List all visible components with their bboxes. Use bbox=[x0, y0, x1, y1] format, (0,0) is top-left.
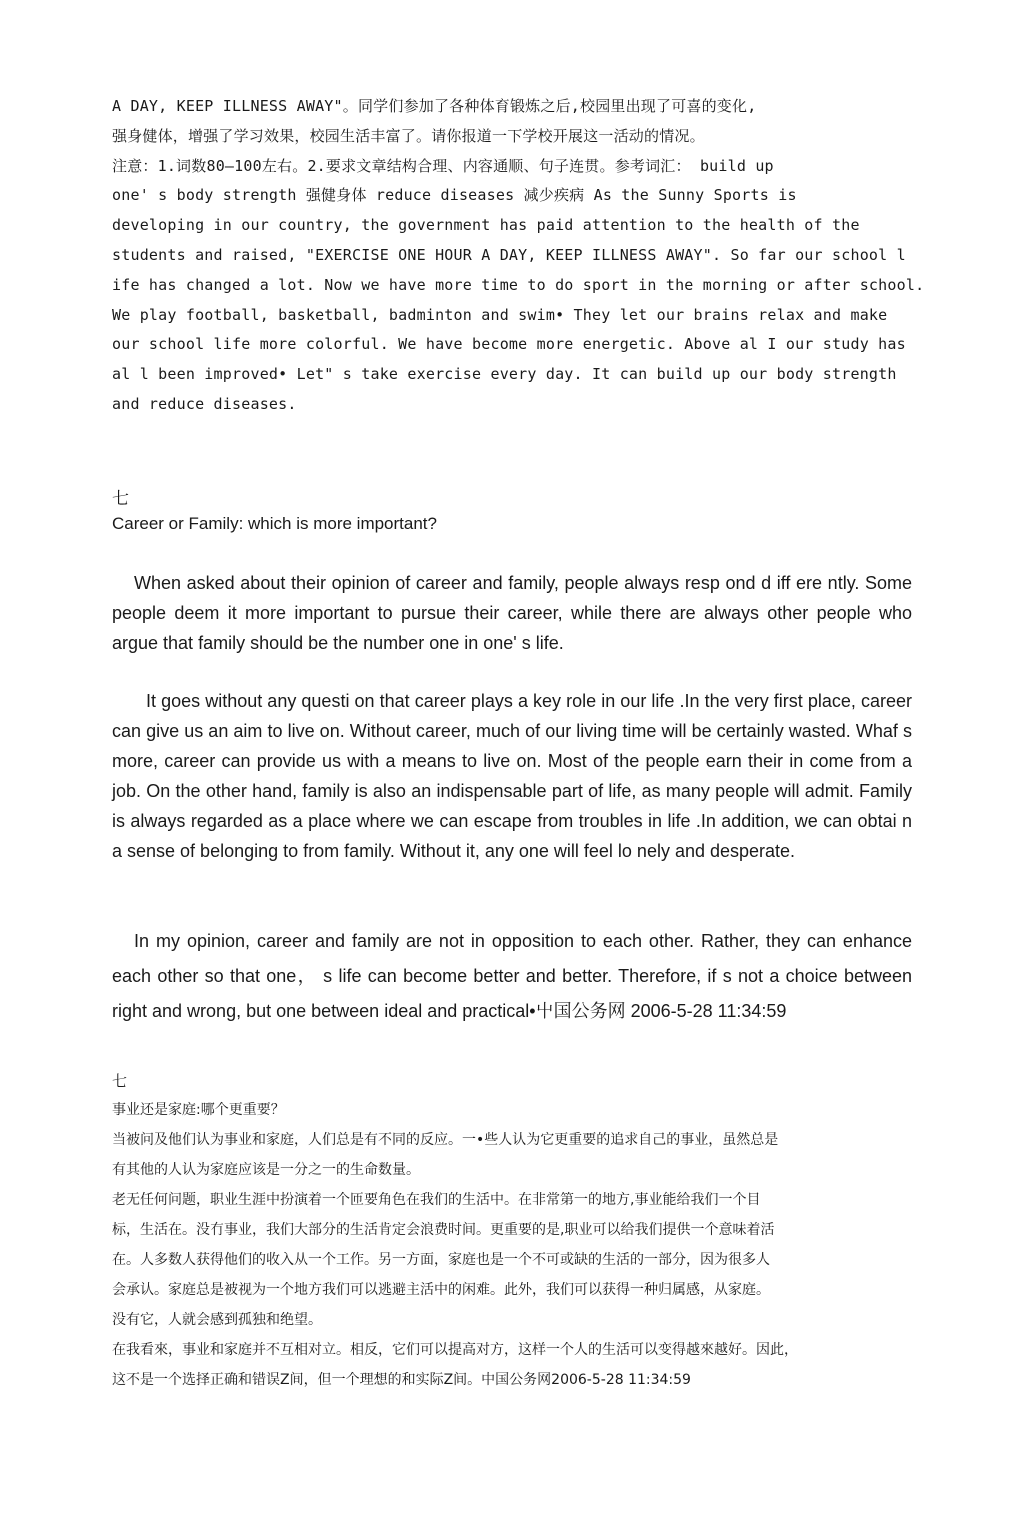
text-line: 注意：1.词数80—100左右。2.要求文章结构合理、内容通顺、句子连贯。参考词汇： build up bbox=[112, 156, 774, 175]
section-number-cn: 七 bbox=[112, 1072, 128, 1090]
text-line: ife has changed a lot. Now we have more time to do sport in the morning or after school. bbox=[112, 275, 925, 294]
text-line: al l been improved• Let" s take exercise every day. It can build up our body strength bbox=[112, 365, 897, 384]
essay-paragraph-2: It goes without any questi on that career plays a key role in our life .In the very first place, career can give us an aim to live on. Without career, much of our living time will be certainly wasted. Whaf s more, career can provide us with a means to live on. Most of the people earn their in come from a job. On the other hand, family is also an indispensable part of life, as many people will admit. Family is always regarded as a place where we can escape from troubles in life .In addition, we can obtai n a sense of belonging to from family. Without it, any one will feel lo nely and desperate. bbox=[112, 691, 912, 861]
text-line: 在我看來，事业和家庭并不互相对立。相反，它们可以提高对方，这样一个人的生活可以变得越來越好。因此， bbox=[112, 1342, 798, 1358]
essay-title: Career or Family: which is more important? bbox=[112, 514, 437, 533]
section-number: 七 bbox=[112, 489, 129, 508]
essay-paragraph-1: When asked about their opinion of career and family, people always resp ond d iff ere ntly. Some people deem it more important to pursue their career, while there are always other people who argue that family should be the number one in one' s life. bbox=[112, 573, 912, 653]
chinese-translation-block bbox=[112, 1095, 912, 1395]
text-line: one' s body strength 强健身体 reduce diseases 减少疾病 As the Sunny Sports is bbox=[112, 186, 797, 205]
text-line: 强身健体，增强了学习效果，校园生活丰富了。请你报道一下学校开展这一活动的情况。 bbox=[112, 126, 705, 145]
essay-paragraph-3: In my opinion, career and family are not in opposition to each other. Rather, they can enhance each other so that one， s life can become better and better. Therefore, if s not a choice between right and wrong, but one between ideal and practical•屮国公务网 2006-5-28 11:34:59 bbox=[112, 931, 912, 1021]
text-line: We play football, basketball, badminton and swim• They let our brains relax and make bbox=[112, 305, 888, 324]
text-line: 这不是一个选择正确和错误Z间，但一个理想的和实际Z间。中国公务网2006-5-28 11:34:59 bbox=[112, 1372, 691, 1388]
composition-answer-block bbox=[112, 92, 925, 420]
text-line: A DAY, KEEP ILLNESS AWAY"。同学们参加了各种体育锻炼之后,校园里出现了可喜的变化, bbox=[112, 97, 757, 115]
text-line: 没有它，人就会感到孤独和绝望。 bbox=[112, 1312, 322, 1328]
text-line: 有其他的人认为家庭应该是一分之一的生命数量。 bbox=[112, 1162, 420, 1178]
text-line: students and raised, "EXERCISE ONE HOUR A DAY, KEEP ILLNESS AWAY". So far our school l bbox=[112, 245, 906, 264]
text-line: and reduce diseases. bbox=[112, 394, 297, 413]
text-line: 会承认。家庭总是被视为一个地方我们可以逃避主活中的闲难。此外，我们可以获得一种归属感，从家庭。 bbox=[112, 1282, 770, 1298]
text-line: 标，生活在。没冇事业，我们大部分的生活肯定会浪费时间。更重要的是,职业可以给我们提供一个意味着活 bbox=[112, 1222, 775, 1238]
text-line: our school life more colorful. We have become more energetic. Above al I our study has bbox=[112, 335, 906, 354]
text-line: 在。人多数人获得他们的收入从一个工作。另一方面，家庭也是一个不可或缺的生活的一部分，因为很多人 bbox=[112, 1252, 770, 1268]
text-line: 老无任何问题，职业生涯中扮演着一个匝要角色在我们的生活中。在非常第一的地方,事业能给我们一个目 bbox=[112, 1192, 761, 1208]
text-line: 事业还是家庭:哪个更重要？ bbox=[112, 1102, 285, 1118]
text-line: developing in our country, the government has paid attention to the health of the bbox=[112, 216, 860, 235]
text-line: 当被问及他们认为事业和家庭，人们总是有不同的反应。一•些人认为它更重要的追求自己的事业，虽然总是 bbox=[112, 1132, 779, 1148]
